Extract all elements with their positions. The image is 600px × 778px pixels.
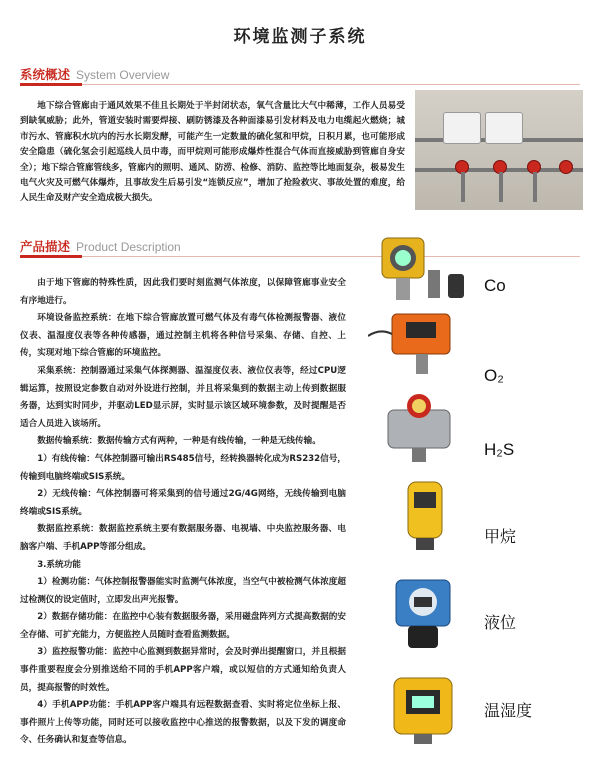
paragraph: 数据传输系统：数据传输方式有两种，一种是有线传输，一种是无线传输。: [37, 436, 321, 447]
product-label-methane: 甲烷: [484, 527, 517, 546]
product-label-co: Co: [484, 276, 506, 295]
co-detector-image: [368, 232, 478, 304]
product-description-text: [20, 275, 346, 750]
paragraph: 1）检测功能：气体控制报警器能实时监测气体浓度，当空气中被检测气体浓度超过检测仪的设定值时，立即发出声光报警。: [20, 577, 346, 605]
o2-detector-image: [368, 308, 478, 380]
paragraph: 3）监控报警功能：监控中心监测到数据异常时，会及时弹出提醒窗口，并且根据事件重要程度会分别推送给不同的手机APP客户端，或以短信的方式通知给负责人员，提高报警的时效性。: [20, 647, 346, 693]
section-title-en: System Overview: [76, 68, 170, 82]
methane-detector-image: [368, 480, 478, 552]
section-header-overview: [20, 64, 580, 85]
section-header-product: [20, 236, 580, 257]
paragraph: 由于地下管廊的特殊性质，因此我们要时刻监测气体浓度，以保障管廊事业安全有序地进行。: [20, 278, 346, 306]
section-underline: [20, 83, 82, 86]
paragraph: 采集系统：控制器通过采集气体探测器、温湿度仪表、液位仪表等，经过CPU逻辑运算，按照设定参数自动对外设进行控制，并且将采集到的数据主动上传到数据服务器，达到实时同步，并驱动LED显示屏，实时显示该区域环境参数，及时提醒是否适合人员进入该场所。: [20, 365, 346, 429]
section-title-cn: 系统概述: [20, 67, 71, 82]
paragraph: 1）有线传输：气体控制器可输出RS485信号，经转换器转化成为RS232信号，传输到电脑终端或SIS系统。: [20, 453, 346, 482]
paragraph: 3.系统功能: [37, 559, 81, 570]
level-detector-image: [368, 578, 478, 650]
section-underline: [20, 255, 82, 258]
product-label-level: 液位: [484, 613, 517, 632]
temperature-humidity-detector-image: [368, 674, 478, 746]
section-title-cn: 产品描述: [20, 239, 71, 254]
product-label-temp-humidity: 温湿度: [484, 701, 533, 720]
paragraph: 2）无线传输：气体控制器可将采集到的信号通过2G/4G网络，无线传输到电脑终端或SIS系统。: [20, 489, 346, 517]
overview-paragraph: 地下综合管廊由于通风效果不佳且长期处于半封闭状态，氧气含量比大气中稀薄，工作人员易受到缺氧威胁；此外，管道安装时需要焊接、刷防锈漆及各种面漆易引发材料及电力电缆起火燃烧；城市污水、管廊积水坑内的污水长期发酵，可能产生一定数量的硫化氢和甲烷，日积月累，也可能形成安全隐患（硫化氢会引起巡线人员中毒，而甲烷则可能形成爆炸性混合气体而直接威胁到管廊自身安全）；地下综合管廊管线多，管廊内的照明、通风、防涝、检修、消防、监控等比地面复杂，极易发生电气火灾及可燃气体爆炸，且事故发生后易引发“连锁反应”，增加了抢险救灾、事故处置的难度，给人民生命及财产安全造成极大损失。: [20, 101, 405, 204]
h2s-detector-image: [368, 392, 478, 464]
paragraph: 2）数据存储功能：在监控中心装有数据服务器，采用磁盘阵列方式提高数据的安全存储、可扩充能力，方便监控人员随时查看监测数据。: [20, 612, 346, 640]
pipe-gallery-photo: [415, 90, 583, 210]
section-title-en: Product Description: [76, 240, 181, 254]
paragraph: 数据监控系统：数据监控系统主要有数据服务器、电视墙、中央监控服务器、电脑客户端、手机APP等部分组成。: [20, 524, 346, 552]
product-label-o2: O₂: [484, 366, 504, 385]
paragraph: 4）手机APP功能：手机APP客户端具有远程数据查看、实时将定位坐标上报、事件照片上传等功能，同时还可以接收监控中心推送的报警数据，以及下发的调度命令、任务确认和复查等信息。: [20, 700, 346, 746]
page-title: 环境监测子系统: [233, 27, 367, 47]
product-label-h2s: H₂S: [484, 440, 515, 459]
paragraph: 环境设备监控系统：在地下综合管廊放置可燃气体及有毒气体检测报警器、液位仪表、温湿度仪表等各种传感器，通过控制主机将各种信号采集、存储、自控、上传，实现对地下综合管廊的环境监控。: [20, 313, 346, 359]
